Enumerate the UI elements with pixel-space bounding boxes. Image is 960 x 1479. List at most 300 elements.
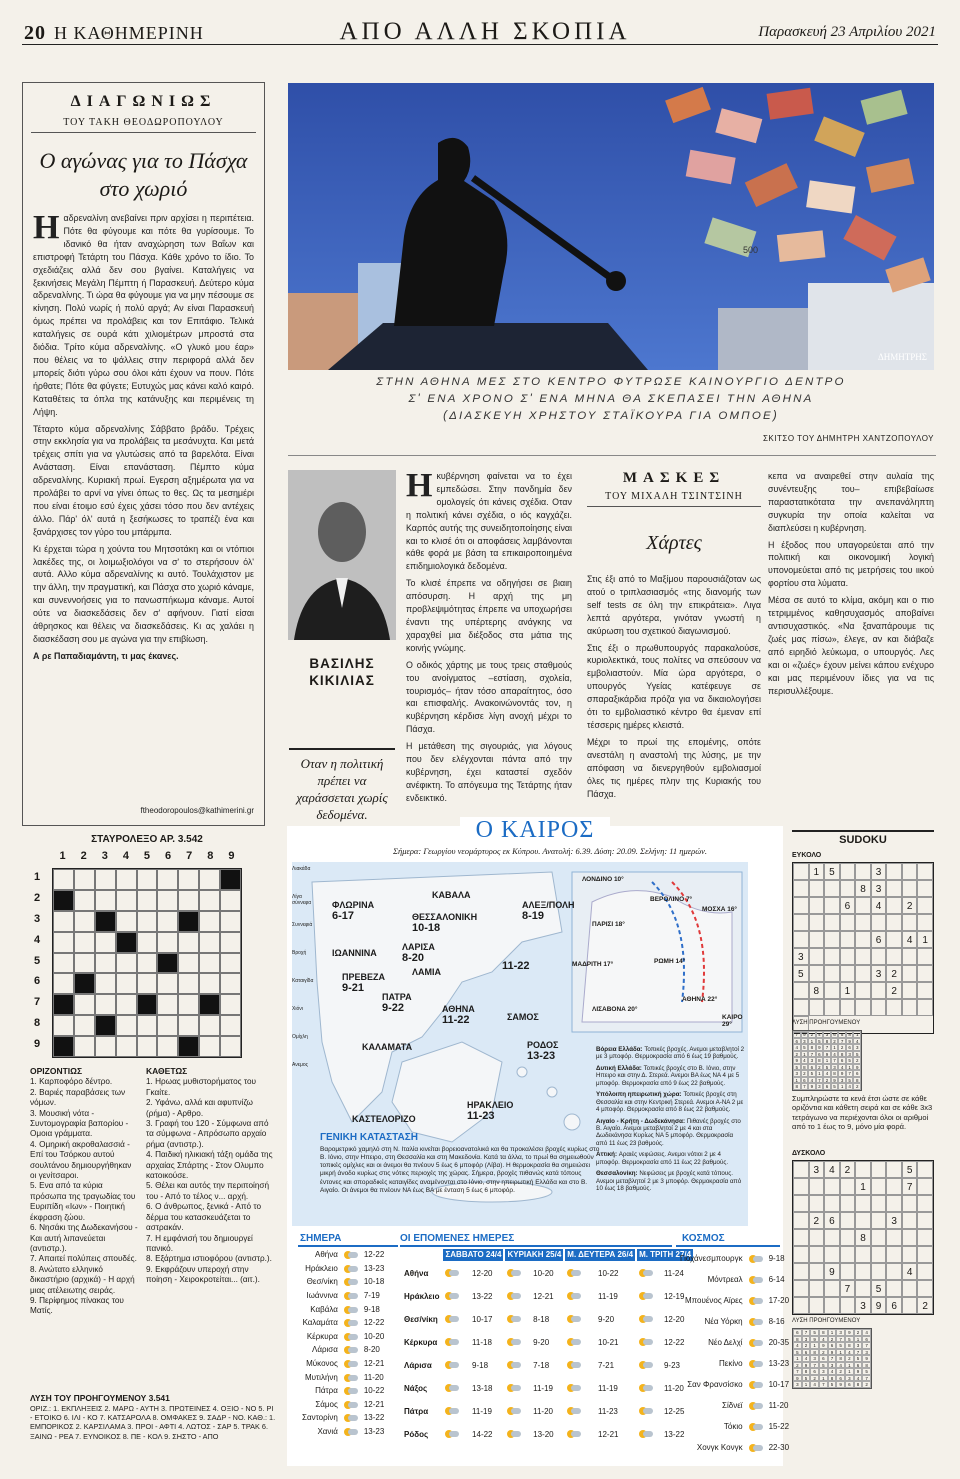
crossword-cell[interactable] [74, 994, 95, 1015]
sudoku-cell[interactable] [809, 897, 825, 914]
crossword-cell[interactable] [95, 890, 116, 911]
map-city-label: ΑΛΕΞ/ΠΟΛΗ 8-19 [522, 900, 575, 922]
days-row: Θεσ/νίκη 10-17 8-18 9-20 12-20 [404, 1314, 685, 1324]
sudoku-cell[interactable] [855, 1161, 871, 1178]
solution-cell: 2 [810, 1375, 819, 1382]
sudoku-cell[interactable] [917, 1246, 933, 1263]
sudoku-cell[interactable] [902, 914, 918, 931]
today-row: Μύκονος 12-21 [306, 1359, 385, 1369]
crossword-cell[interactable] [116, 953, 137, 974]
sudoku-cell[interactable]: 3 [809, 1161, 825, 1178]
crossword-cell[interactable] [199, 932, 220, 953]
crossword-cell[interactable] [74, 890, 95, 911]
solution-cell: 1 [828, 1329, 837, 1336]
crossword-cell[interactable] [116, 973, 137, 994]
crossword-cell[interactable] [137, 869, 158, 890]
crossword-cell[interactable] [178, 953, 199, 974]
sudoku-cell[interactable] [886, 863, 902, 880]
sudoku-cell[interactable] [871, 948, 887, 965]
sudoku-cell[interactable] [840, 1229, 856, 1246]
sudoku-cell[interactable] [886, 897, 902, 914]
cloud-icon [511, 1431, 521, 1437]
sudoku-cell[interactable]: 6 [871, 931, 887, 948]
sudoku-cell[interactable] [902, 1280, 918, 1297]
sudoku-cell[interactable] [840, 880, 856, 897]
sudoku-cell[interactable] [886, 1195, 902, 1212]
solution-cell: 4 [862, 1329, 871, 1336]
sudoku-cell[interactable] [871, 1195, 887, 1212]
clue-across: 9. Περίφημος πίνακας του Ματίς. [30, 1295, 124, 1316]
cloud-icon [643, 1293, 653, 1299]
sudoku-cell[interactable] [886, 1161, 902, 1178]
sudoku-cell[interactable] [871, 914, 887, 931]
sudoku-cell[interactable] [886, 1229, 902, 1246]
sudoku-cell[interactable]: 5 [871, 1280, 887, 1297]
crossword-col-numbers [52, 850, 242, 862]
sudoku-cell[interactable] [855, 914, 871, 931]
sudoku-cell[interactable]: 5 [824, 863, 840, 880]
sudoku-cell[interactable] [809, 1246, 825, 1263]
sudoku-cell[interactable] [793, 897, 809, 914]
crossword-cell[interactable] [157, 932, 178, 953]
sudoku-cell[interactable] [917, 1280, 933, 1297]
sudoku-cell[interactable] [793, 931, 809, 948]
crossword-cell[interactable] [95, 994, 116, 1015]
cloud-icon [753, 1382, 763, 1388]
sudoku-cell[interactable]: 7 [902, 1178, 918, 1195]
sudoku-cell[interactable] [824, 880, 840, 897]
world-row: Μπουένος Αϊρες 17-20 [684, 1296, 790, 1305]
sudoku-cell[interactable] [886, 1263, 902, 1280]
crossword-cell[interactable] [199, 1015, 220, 1036]
sudoku-cell[interactable] [824, 914, 840, 931]
sudoku-hard-grid[interactable] [792, 1160, 934, 1315]
sudoku-cell[interactable]: 3 [793, 948, 809, 965]
cloud-icon [571, 1385, 581, 1391]
sudoku-cell[interactable] [902, 1212, 918, 1229]
sudoku-cell[interactable] [902, 1297, 918, 1314]
sudoku-cell[interactable] [824, 897, 840, 914]
crossword-cell[interactable] [178, 973, 199, 994]
sudoku-cell[interactable]: 3 [871, 880, 887, 897]
sudoku-cell[interactable] [824, 1297, 840, 1314]
sudoku-cell[interactable] [917, 914, 933, 931]
solution-cell: 5 [836, 1342, 845, 1349]
sudoku-cell[interactable] [902, 1246, 918, 1263]
crossword-cell[interactable] [220, 953, 241, 974]
article-paragraph: Τέταρτο κύμα αδρεναλίνης Σάββατο βράδυ. Τρέχεις στην εκκλησία για να προλάβεις τα μεσάνυχτα. Και μετά τρέχεις σπίτι για να γλυτώσεις από τα βαρελότα. Είναι Ανάσταση. Είναι επανάσταση. Πέμπτο κύμα αδρεναλίνης. Κυριακή πρωί. Εγερση αξημέρωτα για να προλάβει το αρνί να γίνει όπως το θες. Ως τα μεσημέρι που είναι έτοιμο εσύ έχεις χάσει τόσο που δεν αντέχεις άλλο. Πάρ' όλ' αυτά η ξεσήκωσες το τραπέζι ένα και ξανάρχισες τον γύρο του μπάρμπα. [33, 423, 254, 537]
sudoku-cell[interactable] [871, 1161, 887, 1178]
solution-cell: 4 [816, 1031, 824, 1038]
sudoku-cell[interactable] [871, 999, 887, 1016]
crossword-cell[interactable] [137, 932, 158, 953]
sudoku-cell[interactable] [793, 1178, 809, 1195]
crossword-cell[interactable] [137, 1015, 158, 1036]
solution-cell: 3 [823, 1031, 831, 1038]
sudoku-cell[interactable] [871, 1246, 887, 1263]
crossword-cell [178, 911, 199, 932]
sudoku-cell[interactable] [917, 1178, 933, 1195]
crossword-cell[interactable] [95, 953, 116, 974]
cloud-icon [753, 1319, 763, 1325]
sudoku-cell[interactable] [855, 1195, 871, 1212]
crossword-cell[interactable] [74, 1036, 95, 1057]
solution-cell: 3 [853, 1044, 861, 1051]
sudoku-cell[interactable]: 2 [886, 965, 902, 982]
sudoku-cell[interactable] [917, 999, 933, 1016]
col-number: 9 [228, 850, 235, 862]
sudoku-cell[interactable] [824, 999, 840, 1016]
sudoku-cell[interactable]: 6 [886, 1297, 902, 1314]
sudoku-cell[interactable] [917, 1195, 933, 1212]
sudoku-cell[interactable]: 5 [902, 1161, 918, 1178]
sudoku-cell[interactable] [855, 1263, 871, 1280]
solution-cell: 4 [854, 1375, 863, 1382]
crossword-cell[interactable] [74, 1015, 95, 1036]
crossword-cell[interactable] [157, 890, 178, 911]
sudoku-cell[interactable] [793, 982, 809, 999]
region-forecast: Αιγαίο - Κρήτη - Δωδεκάνησα: Πιθανές βροχές στο Β. Αιγαίο. Ανεμοι μεταβλητοί 2 με 4 και στα Δωδεκάνησα Κυρίως ΝΑ 5 μποφόρ. Θερμοκρασία από 11 έως 23 βαθμούς. [596, 1117, 741, 1147]
europe-city-label: ΑΘΗΝΑ 22° [682, 996, 718, 1003]
sudoku-cell[interactable]: 4 [871, 897, 887, 914]
solution-cell: 9 [854, 1368, 863, 1375]
crossword-cell[interactable] [137, 973, 158, 994]
crossword-cell[interactable] [53, 973, 74, 994]
europe-city-label: ΛΙΣΑΒΟΝΑ 20° [592, 1006, 638, 1013]
crossword-cell[interactable] [157, 994, 178, 1015]
sudoku-cell[interactable] [855, 897, 871, 914]
sudoku-cell[interactable] [793, 1212, 809, 1229]
crossword-cell[interactable] [95, 869, 116, 890]
days-header: ΣΑΒΒΑΤΟ 24/4 ΚΥΡΙΑΚΗ 25/4 Μ. ΔΕΥΤΕΡΑ 26/4 Μ. ΤΡΙΤΗ 27/4 [445, 1250, 692, 1260]
sudoku-cell[interactable] [824, 965, 840, 982]
europe-city-label: ΛΟΝΔΙΝΟ 10° [582, 876, 624, 883]
sudoku-cell[interactable] [855, 931, 871, 948]
solution-cell: 1 [846, 1064, 854, 1071]
sudoku-cell[interactable] [917, 982, 933, 999]
crossword-cell[interactable] [178, 890, 199, 911]
sudoku-cell[interactable]: 5 [793, 965, 809, 982]
sudoku-cell[interactable] [824, 982, 840, 999]
sudoku-cell[interactable] [855, 1246, 871, 1263]
sudoku-cell[interactable] [886, 1178, 902, 1195]
sudoku-cell[interactable]: 1 [917, 931, 933, 948]
crossword-cell[interactable] [137, 1036, 158, 1057]
sudoku-cell[interactable] [824, 1280, 840, 1297]
article-headline: Ο αγώνας για το Πάσχα στο χωριό [39, 148, 248, 201]
sudoku-cell[interactable]: 1 [809, 863, 825, 880]
sudoku-cell[interactable] [824, 1229, 840, 1246]
sudoku-cell[interactable] [824, 1178, 840, 1195]
sudoku-cell[interactable] [840, 1297, 856, 1314]
crossword-cell[interactable] [95, 1036, 116, 1057]
maskes-headline: Χάρτες [646, 532, 702, 554]
crossword-cell[interactable] [199, 890, 220, 911]
sudoku-cell[interactable] [793, 880, 809, 897]
sudoku-cell[interactable] [793, 1161, 809, 1178]
sudoku-cell[interactable] [886, 948, 902, 965]
crossword-cell[interactable] [220, 1036, 241, 1057]
sudoku-cell[interactable] [809, 965, 825, 982]
solution-cell: 2 [853, 1057, 861, 1064]
crossword-cell[interactable] [220, 994, 241, 1015]
sudoku-cell[interactable] [855, 863, 871, 880]
sudoku-cell[interactable] [917, 1161, 933, 1178]
crossword-cell[interactable] [220, 1015, 241, 1036]
sudoku-cell[interactable] [840, 1178, 856, 1195]
kikilias-article: Ηκυβέρνηση φαίνεται να το έχει εμπεδώσει. Στην πανδημία δεν ομολογείς ότι κάνεις σχέδια. Οταν η πολιτική κάνει σχέδια, ο ιός καγχάζει. Καρπός αυτής της συνειδητοποίησης είναι και το κλισέ ότι οι αποφάσεις λαμβάνονται κάθε φορά με βάση τα επικαιροποιημένα επιδημιολογικά δεδομένα. Το κλισέ έπρεπε να οδηγήσει σε βιαιη απόσυρση. Η αρχή της μη προβλεψιμότητας έπρεπε να υποχωρήσει έναντι της υπέρτερης ανάγκης να χαραχθεί μια διέξοδος στα μάτια της κοινής γνώμης. Ο οδικός χάρτης με τους τρεις σταθμούς του ανοίγματος –εστίαση, σχολεία, τουρισμός– ήταν τόσο απαραίτητος, όσο και επισφαλής. Ανακοινώνοντάς τον, η κυβέρνηση κέρδισε λίγη ανοχή μέχρι το Πάσχα. Η μετάθεση της σιγουριάς, για λόγους που δεν ελέγχονται πάντα από την κυβέρνηση, έχει καταστεί σχεδόν ανέφικτη. Το απόγευμα της Τετάρτης ήταν ενδεικτικό. [406, 467, 572, 803]
sudoku-cell[interactable] [824, 1246, 840, 1263]
crossword-cell[interactable] [220, 911, 241, 932]
solution-cell: 2 [823, 1077, 831, 1084]
sudoku-cell[interactable] [886, 914, 902, 931]
sudoku-cell[interactable] [855, 965, 871, 982]
solution-cell: 4 [838, 1064, 846, 1071]
author-email[interactable]: ftheodoropoulos@kathimerini.gr [140, 806, 254, 816]
solution-cell: 1 [802, 1381, 811, 1388]
world-list [676, 1245, 790, 1460]
sudoku-cell[interactable] [840, 863, 856, 880]
sudoku-cell[interactable] [793, 1229, 809, 1246]
crossword-cell[interactable] [157, 973, 178, 994]
europe-city-label: ΜΟΣΧΑ 16° [702, 906, 738, 913]
sudoku-cell[interactable] [809, 914, 825, 931]
sudoku-cell[interactable] [917, 948, 933, 965]
sudoku-cell[interactable] [871, 1263, 887, 1280]
crossword-cell[interactable] [220, 890, 241, 911]
sudoku-cell[interactable] [840, 931, 856, 948]
crossword-cell[interactable] [199, 1036, 220, 1057]
sudoku-cell[interactable] [793, 1280, 809, 1297]
sudoku-cell[interactable] [840, 965, 856, 982]
crossword-cell[interactable] [116, 994, 137, 1015]
solution-cell: 8 [828, 1375, 837, 1382]
sudoku-cell[interactable] [902, 1195, 918, 1212]
crossword-cell[interactable] [116, 1015, 137, 1036]
crossword-cell[interactable] [116, 869, 137, 890]
prev-solution-label: ΛΥΣΗ ΠΡΟΗΓΟΥΜΕΝΟΥ [792, 1020, 861, 1026]
crossword-cell[interactable] [137, 911, 158, 932]
crossword-cell[interactable] [74, 953, 95, 974]
sudoku-cell[interactable] [902, 1229, 918, 1246]
sudoku-cell[interactable]: 6 [824, 1212, 840, 1229]
sudoku-cell[interactable] [917, 965, 933, 982]
sudoku-cell[interactable]: 3 [871, 965, 887, 982]
sudoku-cell[interactable]: 1 [855, 1178, 871, 1195]
sudoku-cell[interactable] [809, 1229, 825, 1246]
crossword-cell[interactable] [74, 911, 95, 932]
general-situation: ΓΕΝΙΚΗ ΚΑΤΑΣΤΑΣΗ Βαρομετρικό χαμηλό στη Ν. Ιταλία κινείται βορειοανατολικά και θα προκαλέσει βροχές κυρίως στο Β. Ιόνιο, στην Ηπειρο, στη Θεσσαλία και στη Μακεδονία. Κατά τα άλλα, το πρωί θα σημειωθούν τοπικές ομίχλες και οι άνεμοι θα πνέουν 5 έως 6 μποφόρ (Λίβα). Η θερμοκρασία θα σημειώσει μικρή άνοδο κυρίως στις νότιες περιοχές της χώρας. Σήμερα, βροχές πιθανώς κατά τόπους έντονες και σποραδικές καταιγίδες αναμένονται στο Ιόνιο, στην ηπειρωτική Ελλάδα και στο Β. Αιγαίο. Οι άνεμοι θα πνέουν ΝΑ έως ΒΑ με ένταση 5 έως 6 μποφόρ. [320, 1132, 600, 1194]
sudoku-cell[interactable]: 2 [886, 982, 902, 999]
sudoku-cell[interactable] [840, 999, 856, 1016]
sudoku-cell[interactable] [902, 982, 918, 999]
sudoku-cell[interactable] [809, 1178, 825, 1195]
sudoku-cell[interactable] [855, 1280, 871, 1297]
cloud-icon [449, 1316, 459, 1322]
sudoku-cell[interactable] [809, 931, 825, 948]
solution-cell: 8 [862, 1362, 871, 1369]
crossword-cell[interactable] [157, 911, 178, 932]
crossword-cell[interactable] [116, 890, 137, 911]
sudoku-cell[interactable]: 2 [902, 897, 918, 914]
sudoku-cell[interactable] [824, 1195, 840, 1212]
row-number: 3 [34, 912, 41, 925]
clue-down: 5. Θέλει και αυτός την περιποίησή του - Από το τέλος ν... αρχή. [146, 1181, 269, 1201]
sudoku-cell[interactable] [809, 1280, 825, 1297]
sudoku-cell[interactable] [793, 1263, 809, 1280]
sudoku-cell[interactable] [824, 948, 840, 965]
crossword-cell[interactable] [199, 973, 220, 994]
crossword-cell[interactable] [178, 932, 199, 953]
crossword-cell[interactable] [199, 911, 220, 932]
world-row: Νέο Δελχί 20-35 [708, 1338, 790, 1347]
sudoku-cell[interactable] [793, 914, 809, 931]
article-body [33, 209, 254, 663]
solution-cell: 3 [845, 1375, 854, 1382]
crossword-cell[interactable] [178, 869, 199, 890]
sudoku-cell[interactable] [917, 897, 933, 914]
crossword-cell[interactable] [53, 953, 74, 974]
sudoku-cell[interactable] [793, 999, 809, 1016]
solution-cell: 3 [801, 1038, 809, 1045]
solution-cell: 6 [846, 1044, 854, 1051]
sudoku-cell[interactable] [902, 863, 918, 880]
sudoku-cell[interactable]: 9 [871, 1297, 887, 1314]
sudoku-cell[interactable] [917, 1263, 933, 1280]
sudoku-cell[interactable] [809, 999, 825, 1016]
crossword-cell[interactable] [157, 869, 178, 890]
sudoku-cell[interactable] [886, 999, 902, 1016]
solution-cell: 2 [828, 1336, 837, 1343]
sudoku-cell[interactable] [840, 1195, 856, 1212]
sudoku-cell[interactable] [886, 931, 902, 948]
sudoku-cell[interactable] [902, 880, 918, 897]
solution-cell: 3 [838, 1077, 846, 1084]
sudoku-cell[interactable] [793, 1246, 809, 1263]
solution-cell: 4 [808, 1077, 816, 1084]
crossword-cell[interactable] [74, 932, 95, 953]
crossword-cell[interactable] [178, 1015, 199, 1036]
sudoku-cell[interactable] [886, 880, 902, 897]
sudoku-cell[interactable] [840, 1212, 856, 1229]
crossword-cell[interactable] [53, 869, 74, 890]
sudoku-cell[interactable] [809, 1195, 825, 1212]
crossword-cell[interactable] [178, 994, 199, 1015]
solution-cell: 2 [836, 1368, 845, 1375]
crossword-cell[interactable] [199, 953, 220, 974]
cloud-icon [449, 1385, 459, 1391]
sudoku-cell[interactable] [840, 1246, 856, 1263]
sudoku-cell[interactable]: 8 [855, 1229, 871, 1246]
sudoku-cell[interactable] [840, 1263, 856, 1280]
crossword-cell [53, 994, 74, 1015]
solution-cell: 2 [819, 1349, 828, 1356]
sudoku-cell[interactable] [871, 1212, 887, 1229]
clue-across: 2. Βαριές παραβάσεις των νόμων. [30, 1087, 126, 1108]
sudoku-cell[interactable] [840, 948, 856, 965]
crossword-cell[interactable] [220, 973, 241, 994]
sudoku-cell[interactable] [871, 1178, 887, 1195]
sudoku-cell[interactable]: 9 [824, 1263, 840, 1280]
sudoku-cell[interactable] [809, 948, 825, 965]
sudoku-cell[interactable] [855, 999, 871, 1016]
row-number: 7 [34, 996, 41, 1009]
crossword-cell[interactable] [137, 953, 158, 974]
solution-cell: 5 [831, 1083, 839, 1090]
sudoku-cell[interactable] [902, 948, 918, 965]
solution-cell: 5 [862, 1368, 871, 1375]
crossword-cell [53, 890, 74, 911]
sudoku-cell[interactable] [886, 1280, 902, 1297]
sudoku-cell[interactable]: 8 [855, 880, 871, 897]
sudoku-cell[interactable] [917, 1229, 933, 1246]
sudoku-cell[interactable] [917, 880, 933, 897]
sudoku-cell[interactable] [793, 1297, 809, 1314]
sudoku-cell[interactable]: 2 [917, 1297, 933, 1314]
solution-cell: 9 [845, 1329, 854, 1336]
crossword-cell[interactable] [95, 973, 116, 994]
sudoku-cell[interactable]: 3 [855, 1297, 871, 1314]
sudoku-cell[interactable] [871, 982, 887, 999]
sudoku-easy-grid[interactable] [792, 862, 934, 1034]
sudoku-cell[interactable] [855, 948, 871, 965]
sudoku-cell[interactable]: 2 [809, 1212, 825, 1229]
crossword-cell[interactable] [53, 932, 74, 953]
sudoku-cell[interactable]: 2 [840, 1161, 856, 1178]
sudoku-cell[interactable]: 1 [840, 982, 856, 999]
crossword-cell[interactable] [137, 890, 158, 911]
crossword-cell[interactable] [74, 869, 95, 890]
crossword-cell[interactable] [53, 911, 74, 932]
sudoku-cell[interactable] [855, 1212, 871, 1229]
crossword-cell[interactable] [116, 1036, 137, 1057]
col-number: 1 [59, 850, 66, 862]
sudoku-cell[interactable]: 8 [809, 982, 825, 999]
crossword-grid[interactable] [52, 868, 242, 1058]
sudoku-cell[interactable] [917, 863, 933, 880]
sudoku-cell[interactable]: 3 [886, 1212, 902, 1229]
sudoku-cell[interactable] [871, 1229, 887, 1246]
sudoku-cell[interactable]: 4 [902, 1263, 918, 1280]
crossword-cell[interactable] [116, 911, 137, 932]
sudoku-cell[interactable]: 3 [871, 863, 887, 880]
sudoku-cell[interactable]: 4 [824, 1161, 840, 1178]
sudoku-cell[interactable] [840, 914, 856, 931]
section-divider [288, 455, 936, 456]
sudoku-cell[interactable]: 4 [902, 931, 918, 948]
crossword-cell[interactable] [95, 932, 116, 953]
sudoku-cell[interactable] [809, 1263, 825, 1280]
crossword-cell[interactable] [157, 1015, 178, 1036]
sudoku-cell[interactable]: 7 [840, 1280, 856, 1297]
solution-cell: 5 [846, 1077, 854, 1084]
sudoku-cell[interactable] [793, 1195, 809, 1212]
sudoku-cell[interactable] [902, 965, 918, 982]
sudoku-cell[interactable] [809, 880, 825, 897]
crossword-cell[interactable] [220, 932, 241, 953]
crossword-cell[interactable] [157, 1036, 178, 1057]
sudoku-cell[interactable] [793, 863, 809, 880]
sudoku-cell[interactable] [824, 931, 840, 948]
sudoku-cell[interactable] [855, 982, 871, 999]
crossword-cell[interactable] [199, 869, 220, 890]
sudoku-cell[interactable] [809, 1297, 825, 1314]
sudoku-cell[interactable] [886, 1246, 902, 1263]
sudoku-cell[interactable] [902, 999, 918, 1016]
crossword-cell[interactable] [53, 1015, 74, 1036]
sudoku-cell[interactable]: 6 [840, 897, 856, 914]
sudoku-cell[interactable] [917, 1212, 933, 1229]
